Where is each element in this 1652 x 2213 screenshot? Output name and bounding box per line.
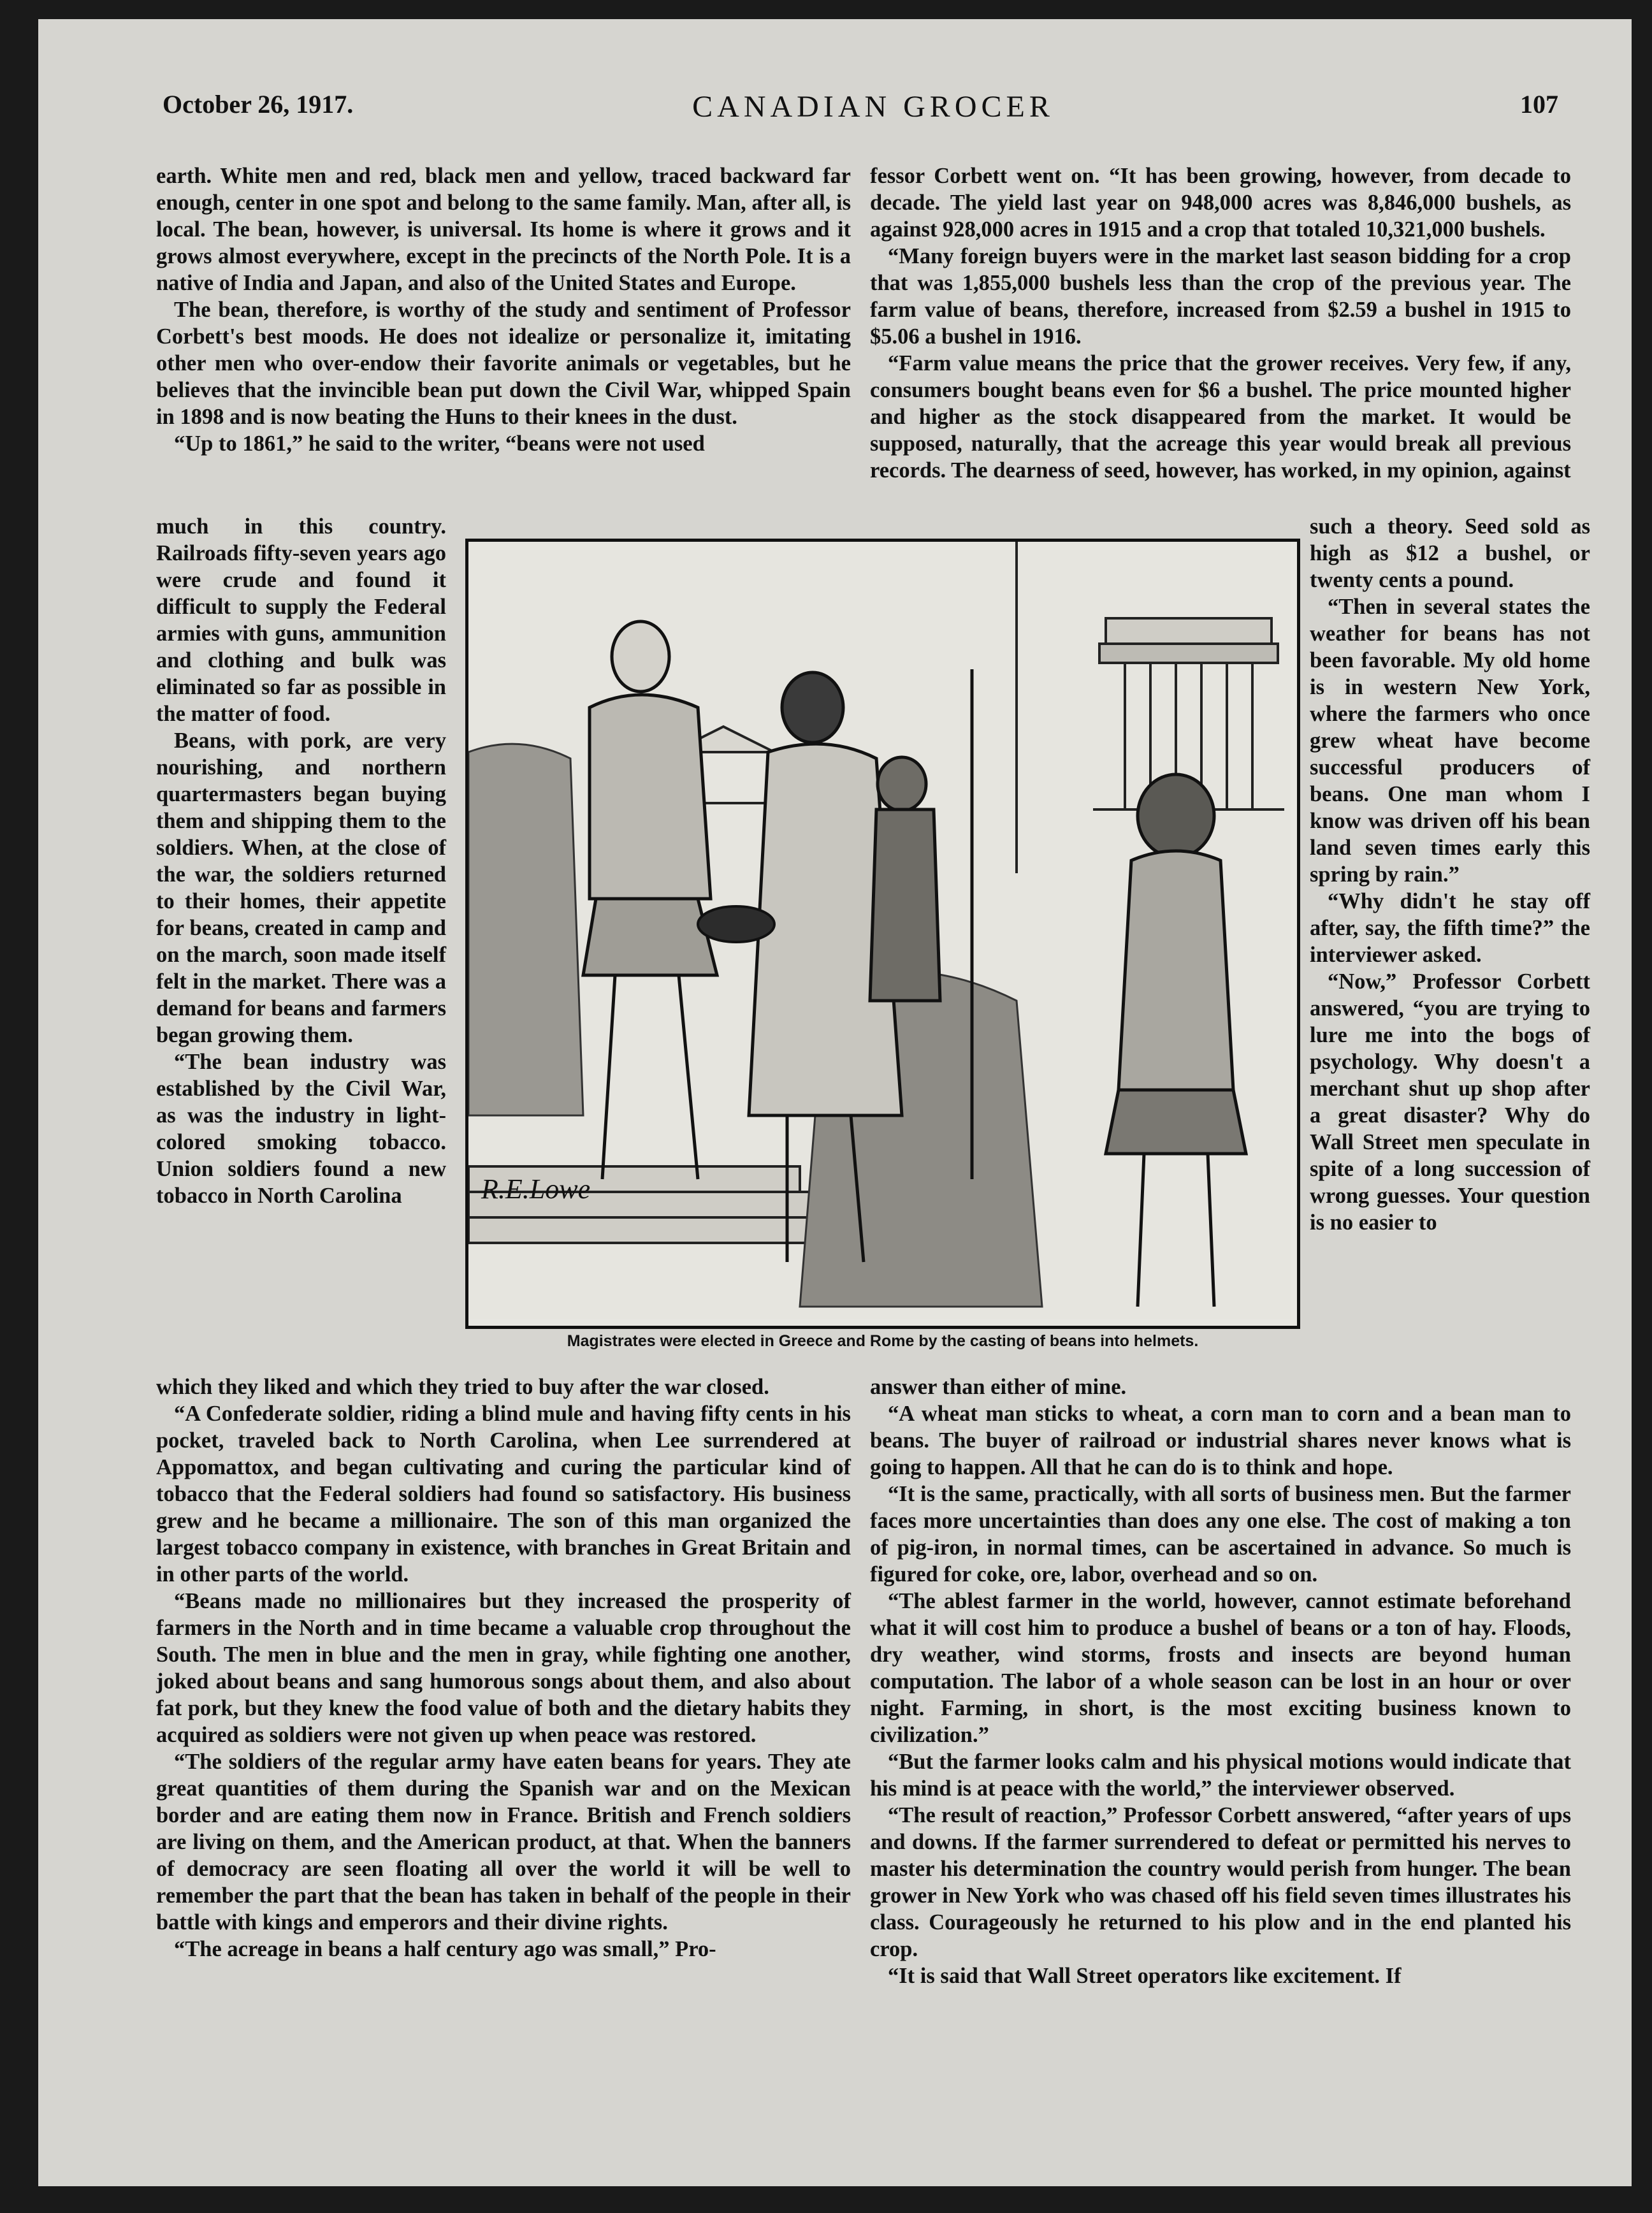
paragraph: “Now,” Professor Corbett answered, “you are trying to lure me into the bogs of psychology. Why doesn't a merchant shut up shop after a great disaster? Why do Wall Street men speculate in spite of a long succession of wrong guesses. Your question is no easier to xyxy=(1310,969,1590,1235)
right-column-bottom xyxy=(870,1374,1571,1989)
paragraph: “A wheat man sticks to wheat, a corn man to corn and a bean man to beans. The buyer of railroad or industrial shares never knows what is going to happen. All that he can do is to think and hope. xyxy=(870,1402,1571,1479)
figure-caption: Magistrates were elected in Greece and Rome by the casting of beans into helmets. xyxy=(567,1332,1199,1350)
left-column-top xyxy=(156,163,851,457)
paragraph: “It is the same, practically, with all sorts of business men. But the farmer faces more uncertainties than does any one else. The cost of making a ton of pig-iron, in normal times, can be ascertained in advance. So much is figured for coke, ore, labor, overhead and so on. xyxy=(870,1482,1571,1586)
publication-title: CANADIAN GROCER xyxy=(692,90,1054,124)
artist-signature: R.E.Lowe xyxy=(481,1173,591,1205)
paragraph: The bean, therefore, is worthy of the study and sentiment of Professor Corbett's best moods. He does not idealize or personalize it, imitating other men who over-endow their favorite animals or vegetables, but he believes that the invincible bean put down the Civil War, whipped Spain in 1898 and is now beating the Huns to their knees in the dust. xyxy=(156,298,851,429)
paragraph: such a theory. Seed sold as high as $12 a bushel, or twenty cents a pound. xyxy=(1310,514,1590,592)
paragraph: much in this country. Railroads fifty-seven years ago were crude and found it difficult to supply the Federal armies with guns, ammunition and clothing and bulk was eliminated so far as possible in the matter of food. xyxy=(156,514,446,726)
illustration-drawing xyxy=(468,542,1291,1319)
paragraph: “The acreage in beans a half century ago was small,” Pro- xyxy=(174,1937,716,1961)
page-number: 107 xyxy=(1520,90,1558,119)
magazine-page xyxy=(38,19,1632,2186)
paragraph: earth. White men and red, black men and yellow, traced backward far enough, center in one spot and belong to the same family. Man, after all, is local. The bean, however, is universal. Its home is where it grows and it grows almost everywhere, except in the precincts of the North Pole. It is a native of India and Japan, and also of the United States and Europe. xyxy=(156,164,851,295)
paragraph: “The soldiers of the regular army have eaten beans for years. They ate great quantities of them during the Spanish war and on the Mexican border and are eating them now in France. British and French soldiers are living on them, and the American product, at that. When the banners of democracy are seen floating all over the world it will be well to remember the part that the bean has taken in behalf of the people in their battle with kings and emperors and their divine rights. xyxy=(156,1750,851,1934)
paragraph: “Then in several states the weather for beans has not been favorable. My old home is in western New York, where the farmers who once grew wheat have become successful producers of beans. One man whom I know was driven off his bean land seven times early this spring by rain.” xyxy=(1310,595,1590,887)
paragraph: “But the farmer looks calm and his physical motions would indicate that his mind is at peace with the world,” the interviewer observed. xyxy=(870,1750,1571,1801)
paragraph: “It is said that Wall Street operators like excitement. If xyxy=(888,1964,1402,1988)
paragraph: “Why didn't he stay off after, say, the fifth time?” the interviewer asked. xyxy=(1310,889,1590,967)
paragraph: “The bean industry was established by the Civil War, as was the industry in light-colored smoking tobacco. Union soldiers found a new tobacco in North Carolina xyxy=(156,1050,446,1208)
issue-date: October 26, 1917. xyxy=(163,90,354,119)
paragraph: which they liked and which they tried to buy after the war closed. xyxy=(156,1375,769,1399)
left-column-narrow xyxy=(156,513,446,1209)
paragraph: answer than either of mine. xyxy=(870,1375,1127,1399)
right-column-narrow xyxy=(1310,513,1590,1236)
left-column-bottom xyxy=(156,1374,851,1963)
paragraph: “Many foreign buyers were in the market last season bidding for a crop that was 1,855,000 bushels less than the crop of the previous year. The farm value of beans, therefore, increased from $2.59 a bushel in 1915 to $5.06 a bushel in 1916. xyxy=(870,244,1571,349)
illustration-magistrates xyxy=(465,539,1300,1329)
paragraph: Beans, with pork, are very nourishing, and northern quartermasters began buying them and shipping them to the soldiers. When, at the close of the war, the soldiers returned to their homes, their appetite for beans, created in camp and on the march, soon made itself felt in the market. There was a demand for beans and farmers began growing them. xyxy=(156,729,446,1047)
paragraph: “A Confederate soldier, riding a blind mule and having fifty cents in his pocket, traveled back to North Carolina, when Lee surrendered at Appomattox, and began cultivating and curing the particular kind of tobacco that the Federal soldiers had found so satisfactory. His business grew and he became a millionaire. The son of this man organized the largest tobacco company in existence, with branches in Great Britain and in other parts of the world. xyxy=(156,1402,851,1586)
paragraph: “Farm value means the price that the grower receives. Very few, if any, consumers bought beans even for $6 a bushel. The price mounted higher and higher as the stock disappeared from the market. It would be supposed, naturally, that the acreage this year would break all previous records. The dearness of seed, however, has worked, in my opinion, against xyxy=(870,351,1571,483)
paragraph: “The ablest farmer in the world, however, cannot estimate beforehand what it will cost him to produce a bushel of beans or a ton of hay. Floods, dry weather, wind storms, frosts and insects are beyond human computation. The labor of a whole season can be lost in an hour or over night. Farming, in short, is the most exciting business known to civilization.” xyxy=(870,1589,1571,1747)
right-column-top xyxy=(870,163,1571,484)
paragraph: “Up to 1861,” he said to the writer, “beans were not used xyxy=(174,432,705,456)
paragraph: fessor Corbett went on. “It has been growing, however, from decade to decade. The yield last year on 948,000 acres was 8,846,000 bushels, as against 928,000 acres in 1915 and a crop that totaled 10,321,000 bushels. xyxy=(870,164,1571,242)
paragraph: “The result of reaction,” Professor Corbett answered, “after years of ups and downs. If the farmer surrendered to defeat or permitted his nerves to master his determination the country would perish from hunger. The bean grower in New York who was chased off his field seven times illustrates his class. Courageously he returned to his plow and in the end planted his crop. xyxy=(870,1803,1571,1961)
paragraph: “Beans made no millionaires but they increased the prosperity of farmers in the North and in time became a valuable crop throughout the South. The men in blue and the men in gray, while fighting one another, joked about beans and sang humorous songs about them, and also about fat pork, but they knew the food value of both and the dietary habits they acquired as soldiers were not given up when peace was restored. xyxy=(156,1589,851,1747)
